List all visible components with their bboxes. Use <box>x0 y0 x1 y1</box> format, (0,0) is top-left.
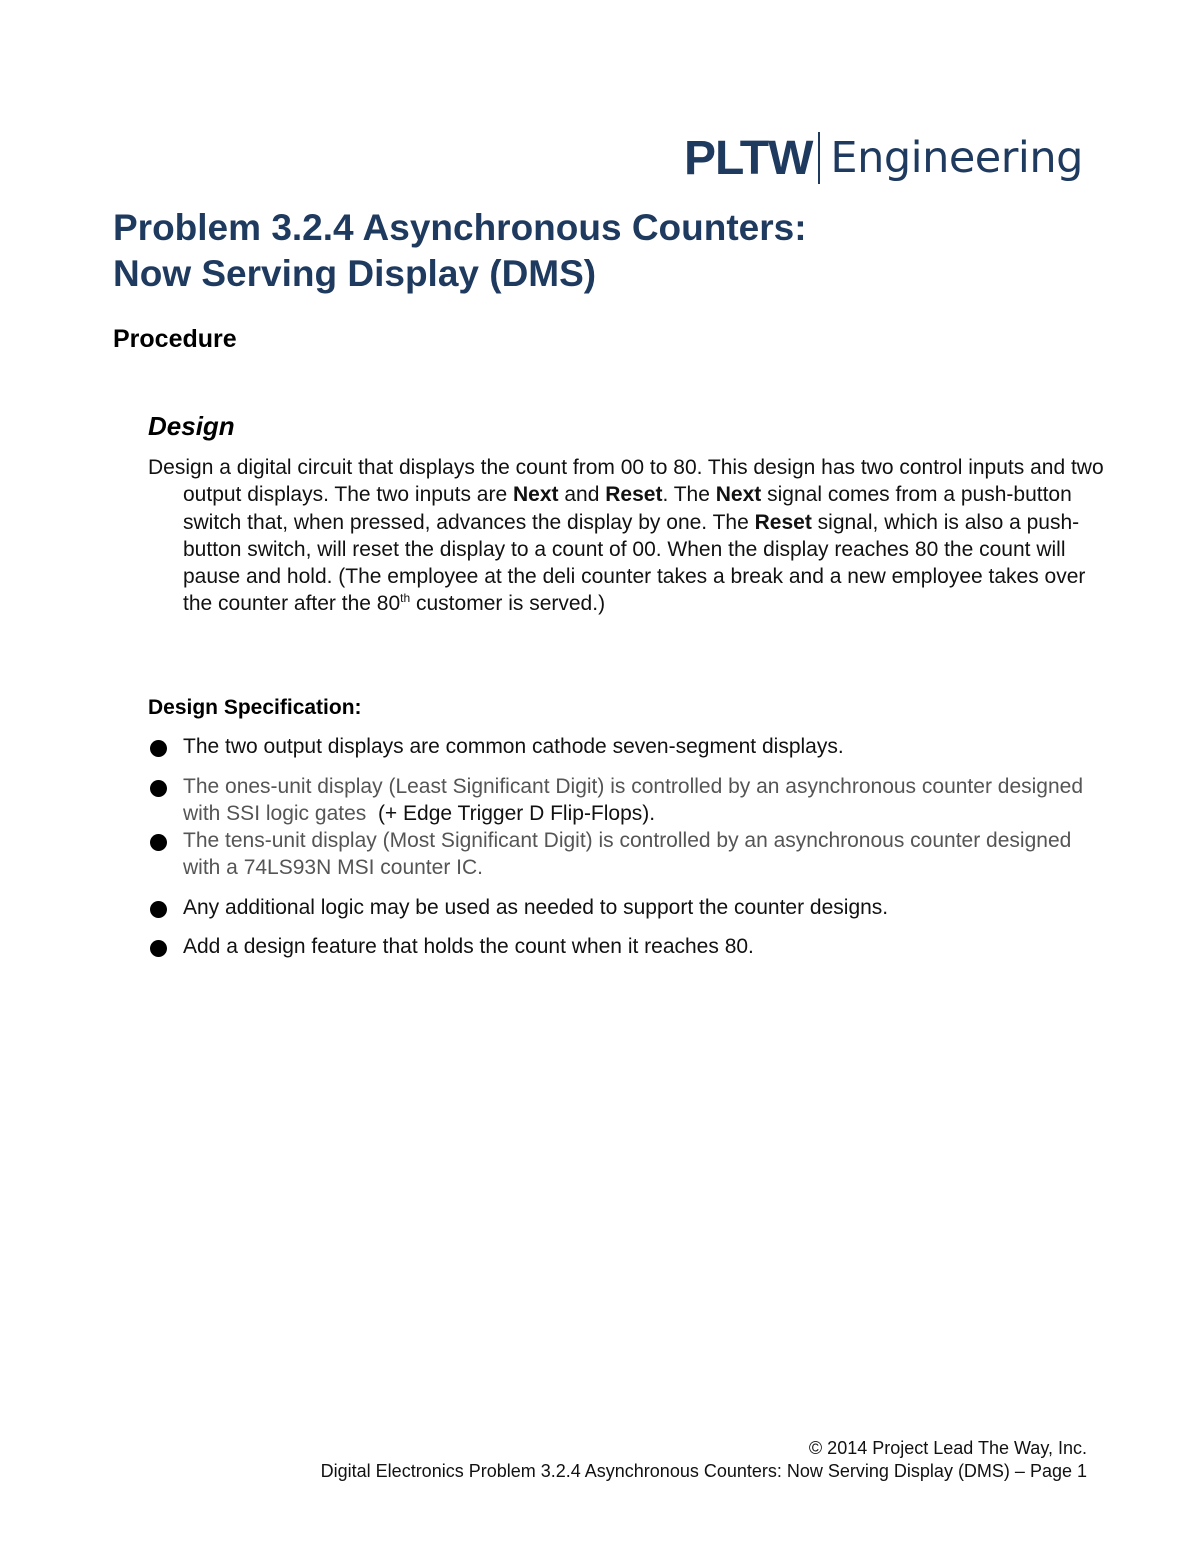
logo-brand: PLTW <box>684 131 813 185</box>
list-item-text: The two output displays are common cathode seven-segment displays. <box>183 735 844 758</box>
page-footer <box>321 1437 1087 1483</box>
reset-term: Reset <box>605 483 663 507</box>
next-term: Next <box>512 483 559 507</box>
design-text-2: and <box>558 483 606 507</box>
bullet-icon <box>150 940 167 957</box>
procedure-heading: Procedure <box>113 325 237 353</box>
list-item-text: Add a design feature that holds the count when it reaches 80. <box>183 935 754 958</box>
pltw-engineering-logo <box>684 128 1083 188</box>
design-text-6: customer is served.) <box>410 592 606 616</box>
reset-term: Reset <box>754 510 812 534</box>
bullet-icon <box>150 834 167 851</box>
title-line-2: Now Serving Display (DMS) <box>113 253 597 294</box>
design-text-3: . The <box>662 483 716 507</box>
list-item-text-dark: (+ Edge Trigger D Flip-Flops). <box>377 802 656 825</box>
design-specification-heading: Design Specification: <box>148 696 362 719</box>
list-item <box>148 894 1088 921</box>
list-item <box>148 827 1088 881</box>
list-item <box>148 933 1088 960</box>
list-item <box>148 733 1088 760</box>
next-term: Next <box>715 483 762 507</box>
design-heading: Design <box>148 411 235 441</box>
list-item-text <box>183 773 1088 827</box>
design-paragraph <box>148 454 1118 618</box>
design-text-1: Design a digital circuit that displays the count from 00 to 80. This design has two control inputs and two output displays. The two inputs are <box>148 456 1104 507</box>
page-footer-line: Digital Electronics Problem 3.2.4 Asynchronous Counters: Now Serving Display (DMS) – Page 1 <box>320 1461 1087 1481</box>
list-item-text: The tens-unit display (Most Significant Digit) is controlled by an asynchronous counter designed with a 74LS93N MSI counter IC. <box>183 829 1072 879</box>
list-item <box>148 773 1088 827</box>
design-text-5: signal, which is also a push-button switch, will reset the display to a count of 00. When the display reaches 80 the count will pause and hold. (The employee at the deli counter takes a break and a new employee takes over the counter after the 80 <box>183 510 1086 616</box>
logo-program: Engineering <box>830 133 1083 183</box>
design-text-4: signal comes from a push-button switch that, when pressed, advances the display by one. The <box>183 483 1072 534</box>
list-item-text-gray: The ones-unit display (Least Significant Digit) is controlled by an asynchronous counter designed with SSI logic gates <box>183 775 1084 825</box>
bullet-icon <box>150 740 167 757</box>
bullet-icon <box>150 901 167 918</box>
title-line-1: Problem 3.2.4 Asynchronous Counters: <box>113 207 807 248</box>
copyright: © 2014 Project Lead The Way, Inc. <box>808 1438 1087 1458</box>
bullet-icon <box>150 780 167 797</box>
logo-divider <box>818 132 820 184</box>
page-title <box>113 205 807 297</box>
list-item-text: Any additional logic may be used as needed to support the counter designs. <box>183 896 889 919</box>
ordinal-suffix: th <box>400 591 411 606</box>
